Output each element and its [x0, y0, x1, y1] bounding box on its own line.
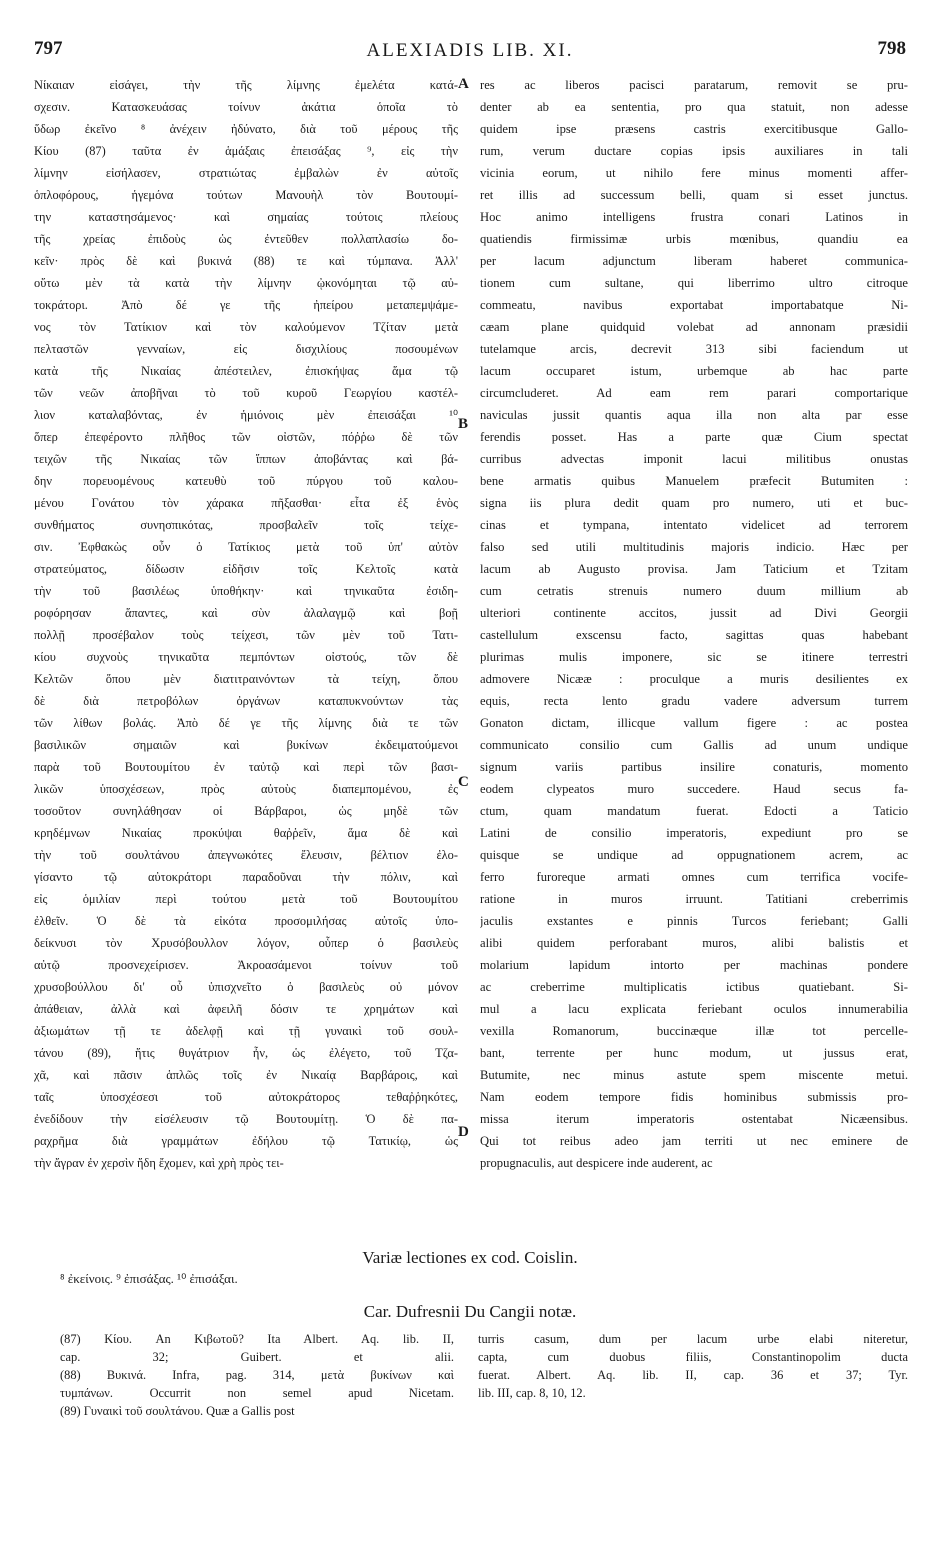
latin-text-line: missa iterum imperatoris ostentabat Nicæensibus. — [480, 1112, 908, 1126]
greek-text-line: ταῖς ὑποσχέσεσι τοῦ αὐτοκράτορος τεθαῤῥηκότες, — [34, 1090, 458, 1104]
latin-text-line: circumcluderet. Ad eam rem parari comportarique — [480, 386, 908, 400]
margin-marker-c: C — [458, 774, 469, 790]
latin-text-line: ret illis ad successum belli, quam si esset junctus. — [480, 188, 908, 202]
latin-text-line: jaculis exstantes e pinnis Turcos feriebant; Galli — [480, 914, 908, 928]
latin-text-column — [480, 74, 908, 1174]
greek-text-line: τῶν λίθων βολάς. Ἀπὸ δέ γε τῆς λίμνης διὰ τε τῶν — [34, 716, 458, 730]
running-header — [34, 38, 906, 72]
greek-text-line: τειχῶν τῆς Νικαίας τῶν ἵππων ἀποβάντας καὶ βά- — [34, 452, 458, 466]
note-line: lib. III, cap. 8, 10, 12. — [478, 1386, 586, 1400]
latin-text-line: ferro furoreque armati omnes cum terrifica vocife- — [480, 870, 908, 884]
latin-text-line: Qui tot reibus adeo jam territi ut nec eminere de — [480, 1134, 908, 1148]
latin-text-line: signa iis plura dedit quam pro numero, uti et buc- — [480, 496, 908, 510]
note-line: fuerat. Albert. Aq. lib. II, cap. 36 et 37; Tyr. — [478, 1368, 908, 1382]
greek-text-line: αὐτῷ προσνεχείρισεν. Ἀκροασάμενοι τοίνυν τοῦ — [34, 958, 458, 972]
greek-text-line: ἀπάθειαν, ἀλλὰ καὶ ἀφειλῆ δόσιν τε χρημάτων καὶ — [34, 1002, 458, 1016]
latin-text-line: Butumite, nec minus astute spem miscente metui. — [480, 1068, 908, 1082]
greek-text-line: κίου συχνοὺς τηνικαῦτα πεμπόντων οἰστούς, τῶν δὲ — [34, 650, 458, 664]
greek-text-line: λιον καταλαβόντας, ἐν ἡμιόνοις μὲν ἐπεισάξαι ¹⁰ — [34, 408, 458, 422]
latin-text-line: tutelamque arcis, decrevit 313 sibi faciendum ut — [480, 342, 908, 356]
latin-text-line: eodem clypeatos muro succedere. Haud secus fa- — [480, 782, 908, 796]
running-title: ALEXIADIS LIB. XI. — [366, 40, 574, 61]
latin-text-line: curribus advectas imponit lacui militibus onustas — [480, 452, 908, 466]
greek-text-line: ἐνεδίδουν τὴν εἰσέλευσιν τῷ Βουτουμίτῃ. Ὁ δὲ πα- — [34, 1112, 458, 1126]
latin-text-line: ulteriori continente accitos, jussit ad Divi Georgii — [480, 606, 908, 620]
latin-text-line: quidem ipse præsens castris exercitibusque Gallo- — [480, 122, 908, 136]
latin-text-line: per lacum adjunctum liberam haberet communica- — [480, 254, 908, 268]
margin-marker-b: B — [458, 416, 469, 432]
latin-text-line: falso sed utili multitudinis majoris indicio. Hæc per — [480, 540, 908, 554]
greek-text-line: γίσαντο τῷ αὐτοκράτορι παραδοῦναι τὴν πόλιν, καὶ — [34, 870, 458, 884]
greek-text-line: ἀξιωμάτων τῇ τε ἀδελφῇ καὶ τῇ γυναικὶ τοῦ σουλ- — [34, 1024, 458, 1038]
latin-text-line: bant, terrente per hunc modum, ut jussus erat, — [480, 1046, 908, 1060]
greek-text-line: σχεσιν. Κατασκευάσας τοίνυν ἀκάτια ὁποῖα τὸ — [34, 100, 458, 114]
greek-text-line: σιν. Ἐφθακὼς οὖν ὁ Τατίκιος μετὰ τοῦ ὑπ' αὐτὸν — [34, 540, 458, 554]
latin-text-line: ac creberrime multiplicatis ictibus quatiebant. Si- — [480, 980, 908, 994]
greek-text-line: συνθήματος συνησπικότας, προσβαλεῖν τοῖς τείχε- — [34, 518, 458, 532]
margin-marker-d: D — [458, 1124, 469, 1140]
notes-right-column — [478, 1330, 908, 1402]
greek-text-line: δην πορευομένους κατευθὺ τοῦ πύργου τοῦ καλου- — [34, 474, 458, 488]
greek-text-line: τῶν νεῶν ἀποβῆναι τὸ τοῦ κυροῦ Γεωργίου καστέλ- — [34, 386, 458, 400]
latin-text-line: denter ab ea sententia, pro qua statuit, non adesse — [480, 100, 908, 114]
latin-text-line: vicinia eorum, ut nihilo fere minus momenti affer- — [480, 166, 908, 180]
greek-text-line: νος τὸν Τατίκιον καὶ τὸν καλούμενον Τζίταν μετὰ — [34, 320, 458, 334]
greek-text-line: κατὰ τῆς Νικαίας ἀπέστειλεν, ἐπισκήψας ἅμα τῷ — [34, 364, 458, 378]
latin-text-line: naviculas jussit quantis aqua illa non alta par esse — [480, 408, 908, 422]
greek-text-line: λίμνην εἰσήλασεν, στρατιώτας ἐμβαλὼν ἐν αὐτοῖς — [34, 166, 458, 180]
greek-text-line: μένου Γονάτου τὸν χάρακα πῆξασθαι· εἶτα ἐξ ἑνὸς — [34, 496, 458, 510]
latin-text-line: communicato consilio cum Gallis ad unum undique — [480, 738, 908, 752]
margin-marker-a: A — [458, 76, 469, 92]
greek-text-line: πολλῇ προσέβαλον τοὺς τείχεσι, τῶν μὲν τοῦ Τατι- — [34, 628, 458, 642]
note-line: τυμπάνων. Occurrit non semel apud Nicetam. — [60, 1386, 454, 1400]
greek-text-line: χρυσοβούλλου δι' οὗ ὑπισχνεῖτο ὁ βασιλεὺς οὐ μόνον — [34, 980, 458, 994]
latin-text-line: tionem cum sultane, qui liberrimo ultro citroque — [480, 276, 908, 290]
greek-text-line: Κίου (87) ταῦτα ἐν ἁμάξαις ἐπεισάξας ⁹, εἰς τὴν — [34, 144, 458, 158]
greek-text-line: δείκνυσι τὸν Χρυσόβουλλον λόγον, οὗπερ ὁ βασιλεὺς — [34, 936, 458, 950]
latin-text-line: cum cetratis strenuis numero duum millium ab — [480, 584, 908, 598]
latin-text-line: ferendis posset. Has a parte quæ Cium spectat — [480, 430, 908, 444]
latin-text-line: rum, verum ductare copias ipsis auxiliares in tali — [480, 144, 908, 158]
latin-text-line: plurimas mulis imponere, sic se itinere terrestri — [480, 650, 908, 664]
greek-text-line: κρηδέμνων Νικαίας προκύψαι θαῤῥεῖν, ἅμα δὲ καὶ — [34, 826, 458, 840]
latin-text-line: propugnaculis, aut despicere inde auderent, ac — [480, 1156, 713, 1170]
greek-text-line: Κελτῶν ὅπου μὲν διατιτραινόντων τὰ τείχη, ὅπου — [34, 672, 458, 686]
variant-readings-line: ⁸ ἐκείνοις. ⁹ ἐπισάξας. ¹⁰ ἐπισάξαι. — [60, 1271, 238, 1286]
latin-text-line: lacum occuparet istum, urbemque ab hac parte — [480, 364, 908, 378]
note-line: turris casum, dum per lacum urbe elabi niteretur, — [478, 1332, 908, 1346]
notes-left-column — [60, 1330, 454, 1420]
latin-text-line: mul a lacu explicata feriebant oculos innumerabilia — [480, 1002, 908, 1016]
note-line: (87) Κίου. An Κιβωτοῦ? Ita Albert. Aq. lib. II, — [60, 1332, 454, 1346]
latin-text-line: Nam eodem tempore fidis hominibus submissis pro- — [480, 1090, 908, 1104]
greek-text-line: τοσοῦτον συνηλάθησαν οἱ Βάρβαροι, ὡς μηδὲ τῶν — [34, 804, 458, 818]
notes-title: Car. Dufresnii Du Cangii notæ. — [363, 1302, 577, 1321]
latin-text-line: commeatu, navibus exportabat importabatque Ni- — [480, 298, 908, 312]
greek-text-line: ὁπλοφόρους, ἡγεμόνα τούτων Μανουὴλ τὸν Βουτουμί- — [34, 188, 458, 202]
greek-text-line: ἐλθεῖν. Ὁ δὲ τὰ εἰκότα προσομιλήσας αὐτοῖς ὑπο- — [34, 914, 458, 928]
latin-text-line: res ac liberos pacisci paratarum, removit se pru- — [480, 78, 908, 92]
greek-text-line: τῆς χρείας ἐπιδοὺς ὡς ἐντεῦθεν πολλαπλασίω δο- — [34, 232, 458, 246]
greek-text-line: Νίκαιαν εἰσάγει, τὴν τῆς λίμνης ἐμελέτα κατά- — [34, 78, 458, 92]
latin-text-line: signum variis partibus insilire conaturis, momento — [480, 760, 908, 774]
note-line: cap. 32; Guibert. et alii. — [60, 1350, 454, 1364]
greek-text-line: ραχρῆμα διὰ γραμμάτων ἐδήλου τῷ Τατικίῳ, ὡς — [34, 1134, 458, 1148]
greek-text-line: βασιλικῶν σημαιῶν καὶ βυκίνων ἐκδειματούμενοι — [34, 738, 458, 752]
latin-text-line: molarium lapidum intorto per machinas pondere — [480, 958, 908, 972]
greek-text-line: παρὰ τοῦ Βουτουμίτου ἐν ταὐτῷ καὶ περὶ τῶν βασι- — [34, 760, 458, 774]
latin-text-line: castellulum exscensu facto, sagittas quas habebant — [480, 628, 908, 642]
variant-readings-title: Variæ lectiones ex cod. Coislin. — [362, 1248, 578, 1267]
greek-text-column — [34, 74, 458, 1174]
latin-text-line: Hoc animo intelligens frustra conari Latinos in — [480, 210, 908, 224]
greek-text-line: την καταστησάμενος· καὶ σημαίας τούτοις πλείους — [34, 210, 458, 224]
latin-text-line: lacum ab Augusto provisa. Jam Taticium et Tzitam — [480, 562, 908, 576]
greek-text-line: τὴν τοῦ σουλτάνου ἀπεγνωκότες ἔλευσιν, βέλτιον ἐλο- — [34, 848, 458, 862]
latin-text-line: ratione in muros irruunt. Tatitiani creberrimis — [480, 892, 908, 906]
greek-text-line: χᾶ, καὶ πᾶσιν ἁπλῶς τοῖς ἐν Νικαίᾳ Βαρβάροις, καὶ — [34, 1068, 458, 1082]
greek-text-line: λικῶν ὑποσχέσεων, πρὸς αὐτοὺς διαπεμπομένου, ἐς — [34, 782, 458, 796]
note-line: (88) Βυκινά. Infra, pag. 314, μετὰ βυκίνων καὶ — [60, 1368, 454, 1382]
greek-text-line: ὕδωρ ἐκεῖνο ⁸ ἀνέχειν ἠδύνατο, διὰ τοῦ μέρους τῆς — [34, 122, 458, 136]
page-number-left: 797 — [34, 38, 63, 59]
greek-text-line: ροφόρησαν ἅπαντες, καὶ σὺν ἀλαλαγμῷ καὶ βοῇ — [34, 606, 458, 620]
greek-text-line: τάνου (89), ἥτις θυγάτριον ἦν, ὡς ἐλέγετο, τοῦ Τζα- — [34, 1046, 458, 1060]
greek-text-line: οὕτω μὲν τὰ κατὰ τὴν λίμνην ᾠκονόμηται τῷ αὐ- — [34, 276, 458, 290]
greek-text-line: στρατεύματος, δίδωσιν εἰδῆσιν τοῖς Κελτοῖς κατὰ — [34, 562, 458, 576]
greek-text-line: εἰς ὁμιλίαν περὶ τούτου μετὰ τοῦ Βουτουμίτου — [34, 892, 458, 906]
greek-text-line: κεῖν· πρὸς δὲ καὶ βυκινά (88) τε καὶ τύμπανα. Ἀλλ' — [34, 254, 458, 268]
latin-text-line: Gonaton dictam, illicque vallum figere : ac postea — [480, 716, 908, 730]
latin-text-line: admovere Nicææ : proculque a muris desilientes ex — [480, 672, 908, 686]
latin-text-line: cæam plane quidquid volebat ad annonam præsidii — [480, 320, 908, 334]
latin-text-line: quisque se undique ad oppugnationem acrem, ac — [480, 848, 908, 862]
latin-text-line: Latini de consilio imperatoris, expediunt pro se — [480, 826, 908, 840]
greek-text-line: ὅπερ ἐπεφέροντο πλῆθος τῶν οἰστῶν, πόῤῥω δὲ τῶν — [34, 430, 458, 444]
latin-text-line: equis, recta lento gradu vadere adversum turrem — [480, 694, 908, 708]
greek-text-line: τοκράτορι. Ἀπὸ δέ γε τῆς ἠπείρου μεταπεμψάμε- — [34, 298, 458, 312]
greek-text-line: τὴν τοῦ βασιλέως ὑποθήκην· καὶ τηνικαῦτα ἐσιδη- — [34, 584, 458, 598]
note-line: capta, cum duobus filiis, Constantinopolim ducta — [478, 1350, 908, 1364]
page-number-right: 798 — [877, 38, 906, 59]
greek-text-line: πελταστῶν γενναίων, εἰς δισχιλίους ποσουμένων — [34, 342, 458, 356]
latin-text-line: vexilla Romanorum, buccinæque illæ tot percelle- — [480, 1024, 908, 1038]
latin-text-line: bene armatis quibus Manuelem præfecit Butumiten : — [480, 474, 908, 488]
latin-text-line: alibi quidem perforabant muros, alibi balistis et — [480, 936, 908, 950]
latin-text-line: ctum, quam mandatum fuerat. Edocti a Taticio — [480, 804, 908, 818]
latin-text-line: quatiendis firmissimæ urbis mœnibus, quandiu ea — [480, 232, 908, 246]
note-line: (89) Γυναικὶ τοῦ σουλτάνου. Quæ a Gallis post — [60, 1404, 295, 1418]
greek-text-line: τὴν ἄγραν ἐν χερσὶν ἤδη ἔχομεν, καὶ χρὴ πρὸς τει- — [34, 1156, 284, 1170]
latin-text-line: cinas et tympana, intentato videlicet ad terrorem — [480, 518, 908, 532]
greek-text-line: δὲ διὰ πετροβόλων ὀργάνων καταπυκνούντων τὰς — [34, 694, 458, 708]
